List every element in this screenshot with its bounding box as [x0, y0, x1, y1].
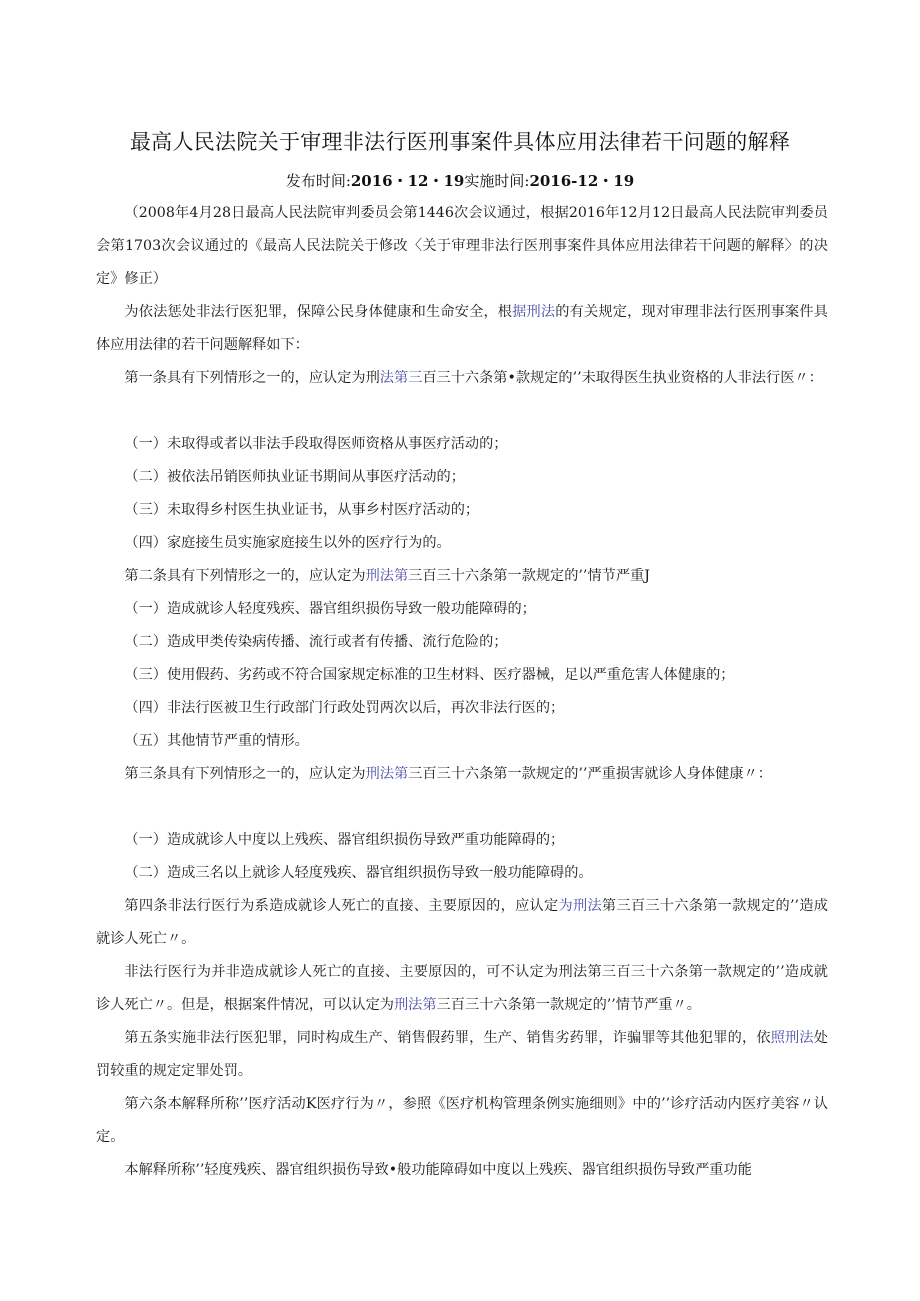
paragraph — [96, 362, 828, 395]
law-reference-link[interactable]: 为刑法 — [558, 898, 602, 914]
publication-dates — [0, 170, 920, 191]
paragraph-text: （四）家庭接生员实施家庭接生以外的医疗行为的。 — [124, 535, 451, 551]
paragraph — [96, 725, 828, 758]
paragraph-text: 非法行医行为并非造成就诊人死亡的直接、主要原因的，可不认定为刑法第三百三十六条第一款规定的’’造成就诊人死亡〃。但是，根据案件情况，可以认定为 — [96, 964, 828, 1013]
paragraph-text: 三百三十六条第一款规定的’’情节严重〃。 — [436, 997, 701, 1013]
paragraph-text: 的有关规定，现对审理非法行医刑事案件具体应用法律的若干问题解释如下： — [96, 304, 828, 353]
paragraph-text: （一）造成就诊人中度以上残疾、器官组织损伤导致严重功能障碍的； — [124, 832, 565, 848]
paragraph-text: （一）未取得或者以非法手段取得医师资格从事医疗活动的； — [124, 436, 508, 452]
paragraph-text: 第五条实施非法行医犯罪，同时构成生产、销售假药罪，生产、销售劣药罪，诈骗罪等其他犯罪的，依 — [124, 1030, 771, 1046]
paragraph-text: （一）造成就诊人轻度残疾、器官组织损伤导致一般功能障碍的； — [124, 601, 536, 617]
paragraph-text: 为依法惩处非法行医犯罪，保障公民身体健康和生命安全，根 — [124, 304, 513, 320]
paragraph — [96, 461, 828, 494]
document-title: 最高人民法院关于审理非法行医刑事案件具体应用法律若干问题的解释 — [129, 130, 791, 154]
published-label: 发布时间: — [285, 172, 351, 190]
law-reference-link[interactable]: 刑法第 — [393, 997, 437, 1013]
paragraph — [96, 428, 828, 461]
paragraph — [96, 890, 828, 956]
paragraph — [96, 560, 828, 593]
paragraph-text: （二）被依法吊销医师执业证书期间从事医疗活动的； — [124, 469, 465, 485]
paragraph-text: 第一条具有下列情形之一的，应认定为刑 — [124, 370, 380, 386]
paragraph-text: （二）造成甲类传染病传播、流行或者有传播、流行危险的； — [124, 634, 508, 650]
law-reference-link[interactable]: 法第三 — [379, 370, 423, 386]
paragraph — [96, 494, 828, 527]
paragraph-text: （五）其他情节严重的情形。 — [124, 733, 309, 749]
law-reference-link[interactable]: 刑法第 — [365, 568, 409, 584]
law-reference-link[interactable]: 照刑法 — [770, 1030, 814, 1046]
paragraph — [96, 626, 828, 659]
paragraph-text: 第二条具有下列情形之一的，应认定为 — [124, 568, 366, 584]
published-date: 2016・12・19 — [350, 172, 465, 190]
paragraph — [96, 593, 828, 626]
paragraph-text: 第三百三十六条第一款规定的’’造成就诊人死亡〃。 — [96, 898, 828, 947]
paragraph-text: （2008年4月28日最高人民法院审判委员会第1446次会议通过，根据2016年12月12日最高人民法院审判委员会第1703次会议通过的《最高人民法院关于修改〈关于审理非法行医刑事案件具体应用法律若干问题的解释〉的决定》修正） — [96, 205, 828, 287]
paragraph — [96, 956, 828, 1022]
paragraph-text: 第三条具有下列情形之一的，应认定为 — [124, 766, 366, 782]
paragraph — [96, 758, 828, 791]
paragraph-text: （二）造成三名以上就诊人轻度残疾、器官组织损伤导致一般功能障碍的。 — [124, 865, 593, 881]
paragraph — [96, 1154, 828, 1187]
paragraph-text: （三）未取得乡村医生执业证书，从事乡村医疗活动的； — [124, 502, 480, 518]
paragraph-text: 第六条本解释所称’’医疗活动Κ医疗行为〃，参照《医疗机构管理条例实施细则》中的’’诊疗活动内医疗美容〃认定。 — [96, 1096, 828, 1145]
paragraph — [96, 1022, 828, 1088]
paragraph-text: 三百三十六条第一款规定的’’严重损害就诊人身体健康〃： — [408, 766, 772, 782]
paragraph — [96, 1088, 828, 1154]
paragraph-text: 处罚较重的规定定罪处罚。 — [96, 1030, 828, 1079]
paragraph-text: 第四条非法行医行为系造成就诊人死亡的直接、主要原因的，应认定 — [124, 898, 559, 914]
paragraph-text: （四）非法行医被卫生行政部门行政处罚两次以后，再次非法行医的； — [124, 700, 565, 716]
paragraph — [96, 824, 828, 857]
paragraph-text: 三百三十六条第一款规定的’’情节严重J — [408, 568, 650, 584]
law-reference-link[interactable]: 刑法第 — [365, 766, 409, 782]
paragraph — [96, 692, 828, 725]
paragraph — [96, 197, 828, 296]
paragraph-text: （三）使用假药、劣药或不符合国家规定标准的卫生材料、医疗器械，足以严重危害人体健康的； — [124, 667, 735, 683]
paragraph — [96, 296, 828, 362]
paragraph-text: 本解释所称’’轻度残疾、器官组织损伤导致•般功能障碍如中度以上残疾、器官组织损伤导致严重功能 — [124, 1162, 752, 1178]
paragraph — [96, 527, 828, 560]
law-reference-link[interactable]: 据刑法 — [512, 304, 556, 320]
paragraph-text: 百三十六条第•款规定的’’未取得医生执业资格的人非法行医〃： — [422, 370, 823, 386]
effective-date: 2016-12・19 — [529, 172, 635, 190]
paragraph — [96, 659, 828, 692]
paragraph — [96, 857, 828, 890]
effective-label: 实施时间: — [464, 172, 530, 190]
